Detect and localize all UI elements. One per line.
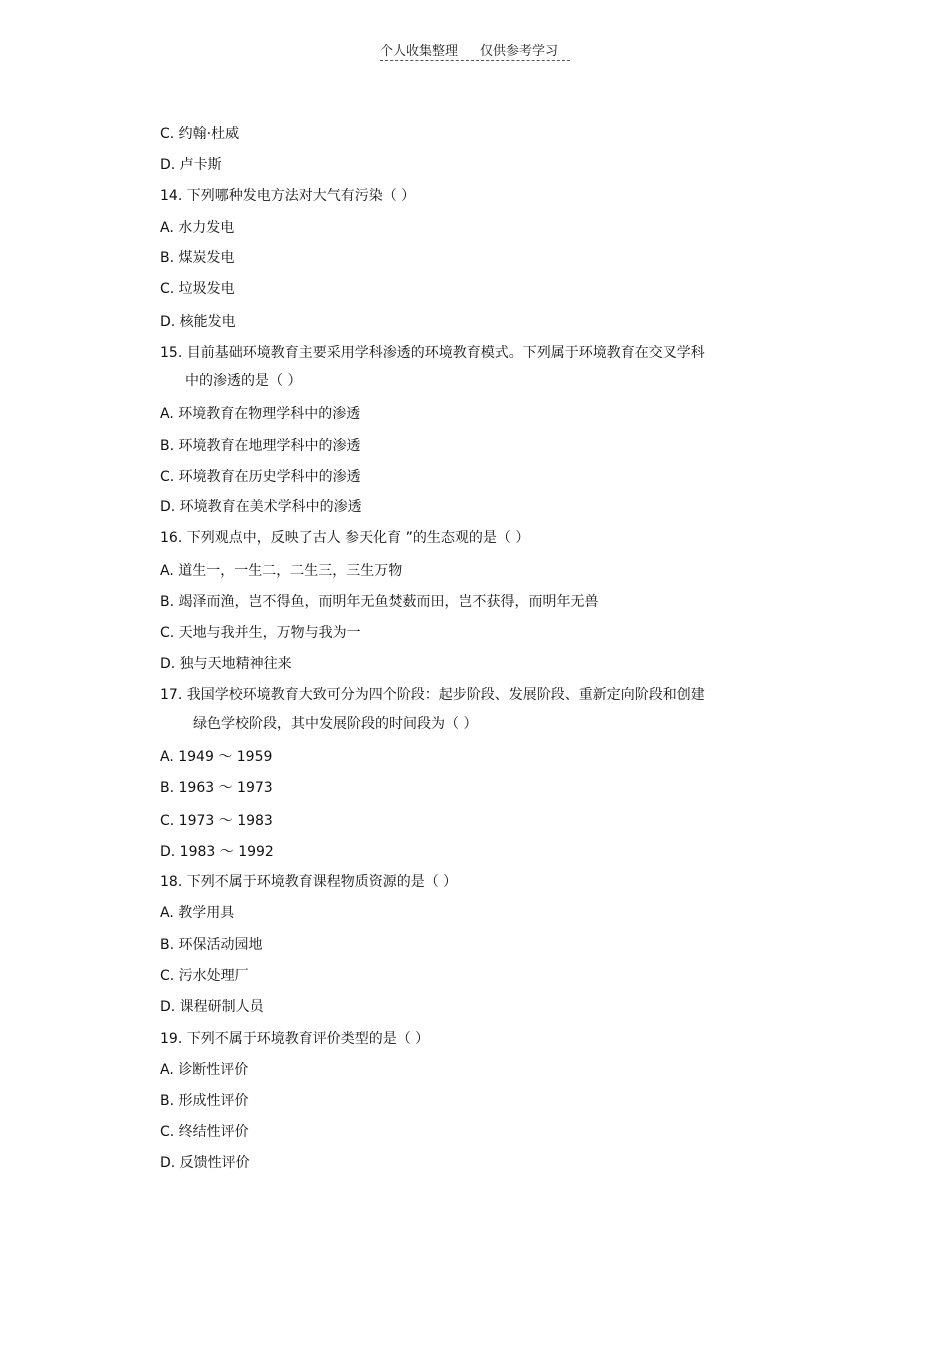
option-b-q18: B. 环保活动园地 [160,937,263,953]
question-14: 14. 下列哪种发电方法对大气有污染（ ） [160,188,416,204]
option-c-q19: C. 终结性评价 [160,1124,249,1140]
option-c-q17: C. 1973 ～ 1983 [160,813,273,829]
question-17: 17. 我国学校环境教育大致可分为四个阶段：起步阶段、发展阶段、重新定向阶段和创建 [160,687,705,703]
question-16: 16. 下列观点中，反映了古人 参天化育 ”的生态观的是（ ） [160,530,530,546]
option-b-q14: B. 煤炭发电 [160,250,235,266]
question-15-cont: 中的渗透的是（ ） [185,373,302,389]
option-c-q15: C. 环境教育在历史学科中的渗透 [160,469,361,485]
question-18: 18. 下列不属于环境教育课程物质资源的是（ ） [160,874,458,890]
option-d-q13: D. 卢卡斯 [160,157,222,173]
question-15: 15. 目前基础环境教育主要采用学科渗透的环境教育模式。下列属于环境教育在交叉学科 [160,345,705,361]
page-header [380,40,570,61]
option-c-q16: C. 天地与我并生，万物与我为一 [160,625,361,641]
option-a-q17: A. 1949 ～ 1959 [160,749,273,765]
option-a-q18: A. 教学用具 [160,905,235,921]
option-d-q16: D. 独与天地精神往来 [160,656,292,672]
option-b-q19: B. 形成性评价 [160,1093,249,1109]
question-19: 19. 下列不属于环境教育评价类型的是（ ） [160,1031,430,1047]
option-c-q14: C. 垃圾发电 [160,281,235,297]
option-b-q15: B. 环境教育在地理学科中的渗透 [160,438,361,454]
header-right-text: 仅供参考学习 [480,44,559,59]
option-a-q16: A. 道生一，一生二，二生三，三生万物 [160,563,403,579]
option-d-q17: D. 1983 ～ 1992 [160,844,274,860]
option-d-q15: D. 环境教育在美术学科中的渗透 [160,499,362,515]
option-c-q13: C. 约翰·杜威 [160,126,240,142]
option-c-q18: C. 污水处理厂 [160,968,249,984]
option-a-q15: A. 环境教育在物理学科中的渗透 [160,406,361,422]
question-17-cont: 绿色学校阶段，其中发展阶段的时间段为（ ） [193,716,478,732]
option-d-q18: D. 课程研制人员 [160,999,264,1015]
option-d-q14: D. 核能发电 [160,314,236,330]
header-left-text: 个人收集整理 [380,44,459,59]
option-b-q16: B. 竭泽而渔，岂不得鱼，而明年无鱼焚薮而田，岂不获得，而明年无兽 [160,594,599,610]
option-b-q17: B. 1963 ～ 1973 [160,780,273,796]
option-d-q19: D. 反馈性评价 [160,1155,250,1171]
option-a-q19: A. 诊断性评价 [160,1062,249,1078]
option-a-q14: A. 水力发电 [160,220,235,236]
